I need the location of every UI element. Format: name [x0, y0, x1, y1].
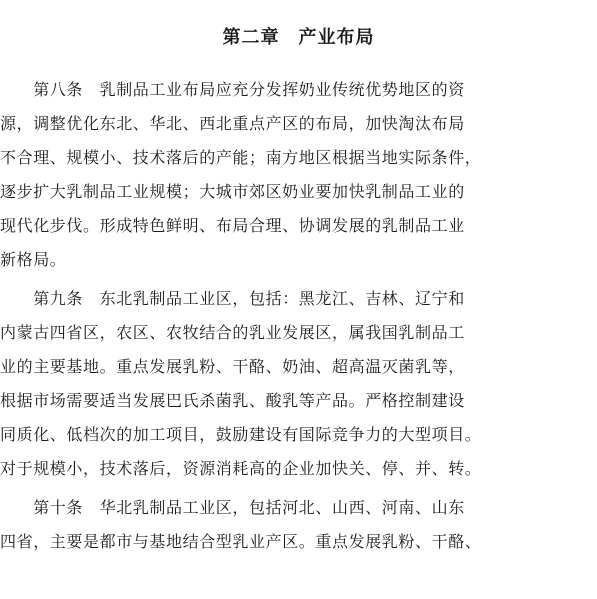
- article-8-line-6: 新格局。: [0, 250, 67, 269]
- article-8-line-2: 源，调整优化东北、华北、西北重点产区的布局，加快淘汰布局: [0, 114, 465, 133]
- article-9-line-1: 第九条 东北乳制品工业区，包括：黑龙江、吉林、辽宁和: [0, 289, 465, 308]
- article-8-line-4: 逐步扩大乳制品工业规模；大城市郊区奶业要加快乳制品工业的: [0, 182, 465, 201]
- article-9-line-2: 内蒙古四省区，农区、农牧结合的乳业发展区，属我国乳制品工: [0, 323, 465, 342]
- article-10-line-2: 四省，主要是都市与基地结合型乳业产区。重点发展乳粉、干酪、: [0, 532, 482, 551]
- article-8-line-3: 不合理、规模小、技术落后的产能；南方地区根据当地实际条件，: [0, 148, 482, 167]
- article-9-line-5: 同质化、低档次的加工项目，鼓励建设有国际竞争力的大型项目。: [0, 425, 482, 444]
- article-8-line-5: 现代化步伐。形成特色鲜明、布局合理、协调发展的乳制品工业: [0, 216, 465, 235]
- article-10-line-1: 第十条 华北乳制品工业区，包括河北、山西、河南、山东: [0, 498, 465, 517]
- article-8-line-1: 第八条 乳制品工业布局应充分发挥奶业传统优势地区的资: [0, 80, 465, 99]
- chapter-title: 第二章 产业布局: [222, 27, 375, 48]
- article-9-line-6: 对于规模小，技术落后，资源消耗高的企业加快关、停、并、转。: [0, 459, 482, 478]
- article-9-line-4: 根据市场需要适当发展巴氏杀菌乳、酸乳等产品。严格控制建设: [0, 391, 465, 410]
- article-9-line-3: 业的主要基地。重点发展乳粉、干酪、奶油、超高温灭菌乳等，: [0, 357, 465, 376]
